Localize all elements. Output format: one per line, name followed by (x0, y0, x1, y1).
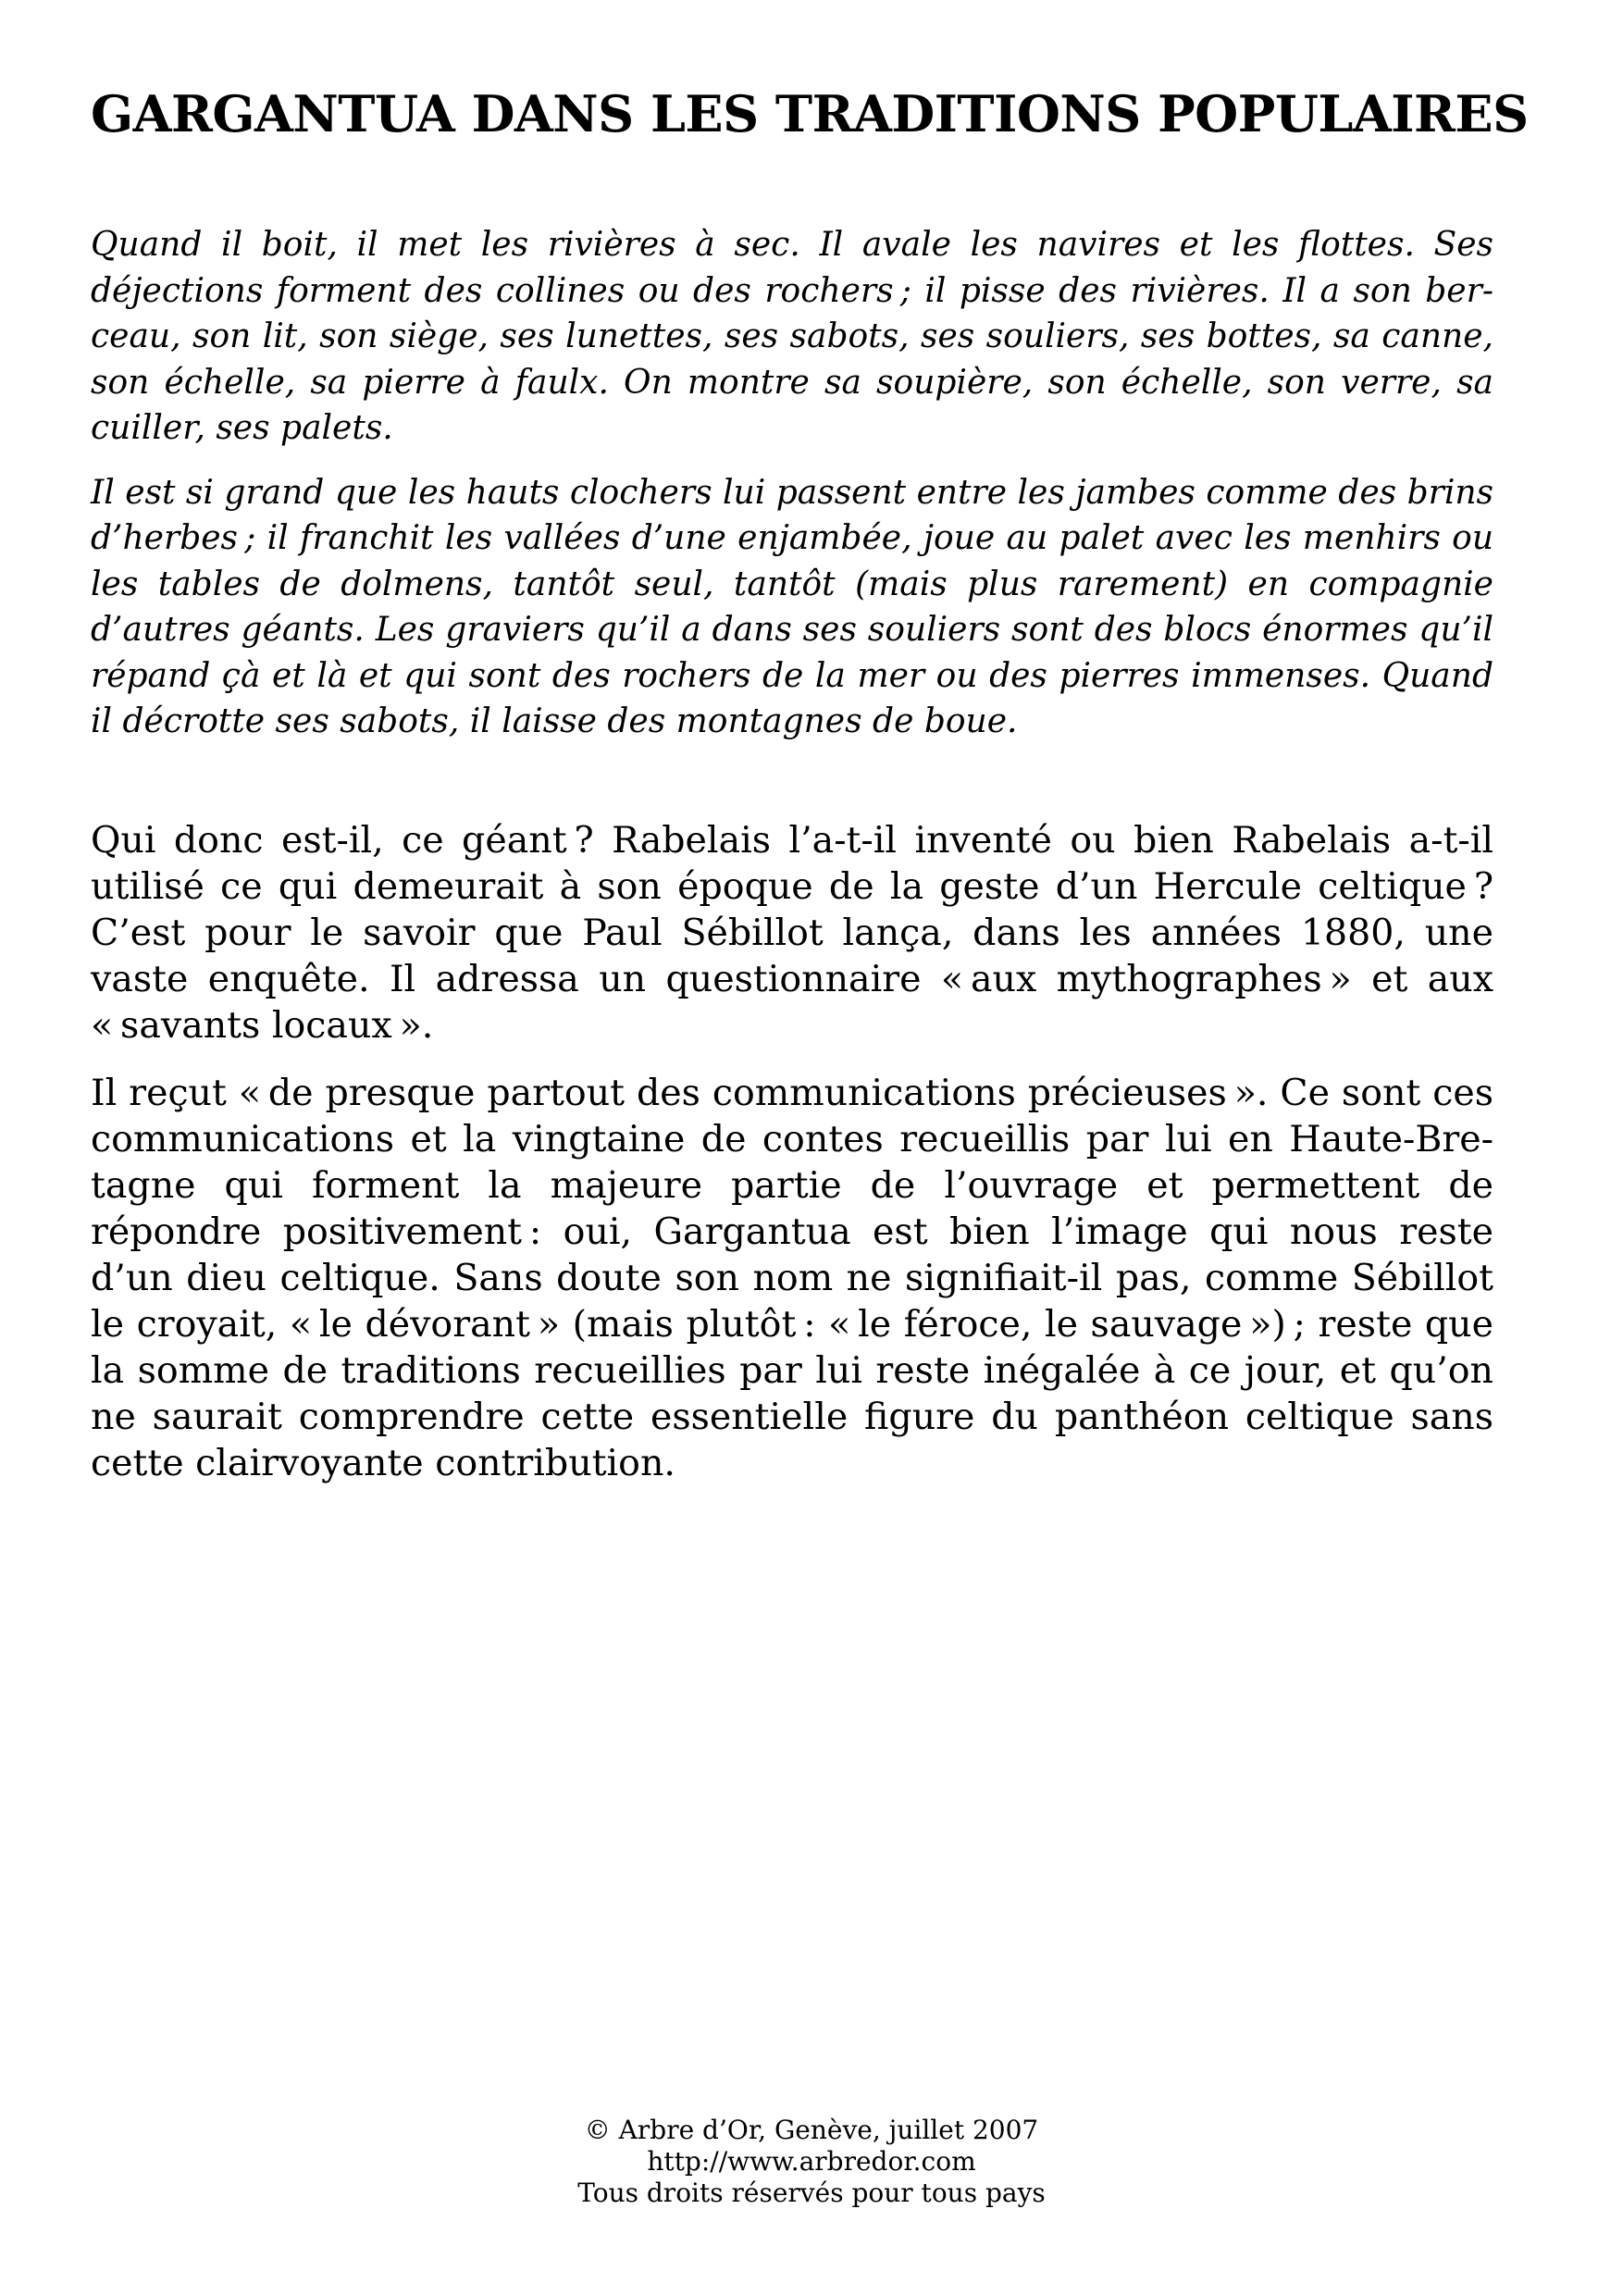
main-text (91, 817, 1493, 1508)
page-title: GARGANTUA DANS LES TRADITIONS POPULAIRES (91, 84, 1529, 143)
rights-notice: Tous droits réservés pour tous pays (577, 2178, 1046, 2208)
quote-paragraph: Quand il boit, il met les rivières à sec. Il avale les navires et les flottes. Ses déjections forment des collines ou des rochers ; il pisse des rivières. Il a son berceau, son lit, son siège, ses lunettes, ses sabots, ses souliers, ses bottes, sa canne, son échelle, sa pierre à faulx. On montre sa soupière, son échelle, son verre, sa cuiller, ses palets. (91, 226, 1493, 447)
quote-paragraph: Il est si grand que les hauts clochers lui passent entre les jambes comme des brins d’herbes ; il franchit les vallées d’une enjambée, joue au palet avec les menhirs ou les tables de dolmens, tantôt seul, tantôt (mais plus rarement) en compagnie d’autres géants. Les graviers qu’il a dans ses souliers sont des blocs énormes qu’il répand çà et là et qui sont des rochers de la mer ou des pierres immenses. Quand il décrotte ses sabots, il laisse des montagnes de boue. (91, 473, 1493, 740)
copyright-line: © Arbre d’Or, Genève, juillet 2007 (584, 2115, 1039, 2145)
quote-block (91, 222, 1493, 763)
body-paragraph: Il reçut « de presque partout des communications précieuses ». Ce sont ces communications et la vingtaine de contes recueillis par lui en Haute-Bretagne qui forment la majeure partie de l’ouvrage et permettent de répondre positivement : oui, Gargantua est bien l’image qui nous reste d’un dieu celtique. Sans doute son nom ne signifiait-il pas, comme Sébillot le croyait, « le dévorant » (mais plutôt : « le féroce, le sauvage ») ; reste que la somme de traditions recueillies par lui reste inégalée à ce jour, et qu’on ne saurait comprendre cette essentielle figure du panthéon celtique sans cette clairvoyante contribution. (91, 1072, 1493, 1484)
footer (0, 2115, 1623, 2209)
website-url: http://www.arbredor.com (647, 2146, 976, 2177)
body-paragraph: Qui donc est-il, ce géant ? Rabelais l’a-t-il inventé ou bien Rabelais a-t-il utilisé ce qui demeurait à son époque de la geste d’un Hercule celtique ? C’est pour le savoir que Paul Sébillot lança, dans les années 1880, une vaste enquête. Il adressa un questionnaire « aux mythographes » et aux « savants locaux ». (91, 819, 1493, 1047)
